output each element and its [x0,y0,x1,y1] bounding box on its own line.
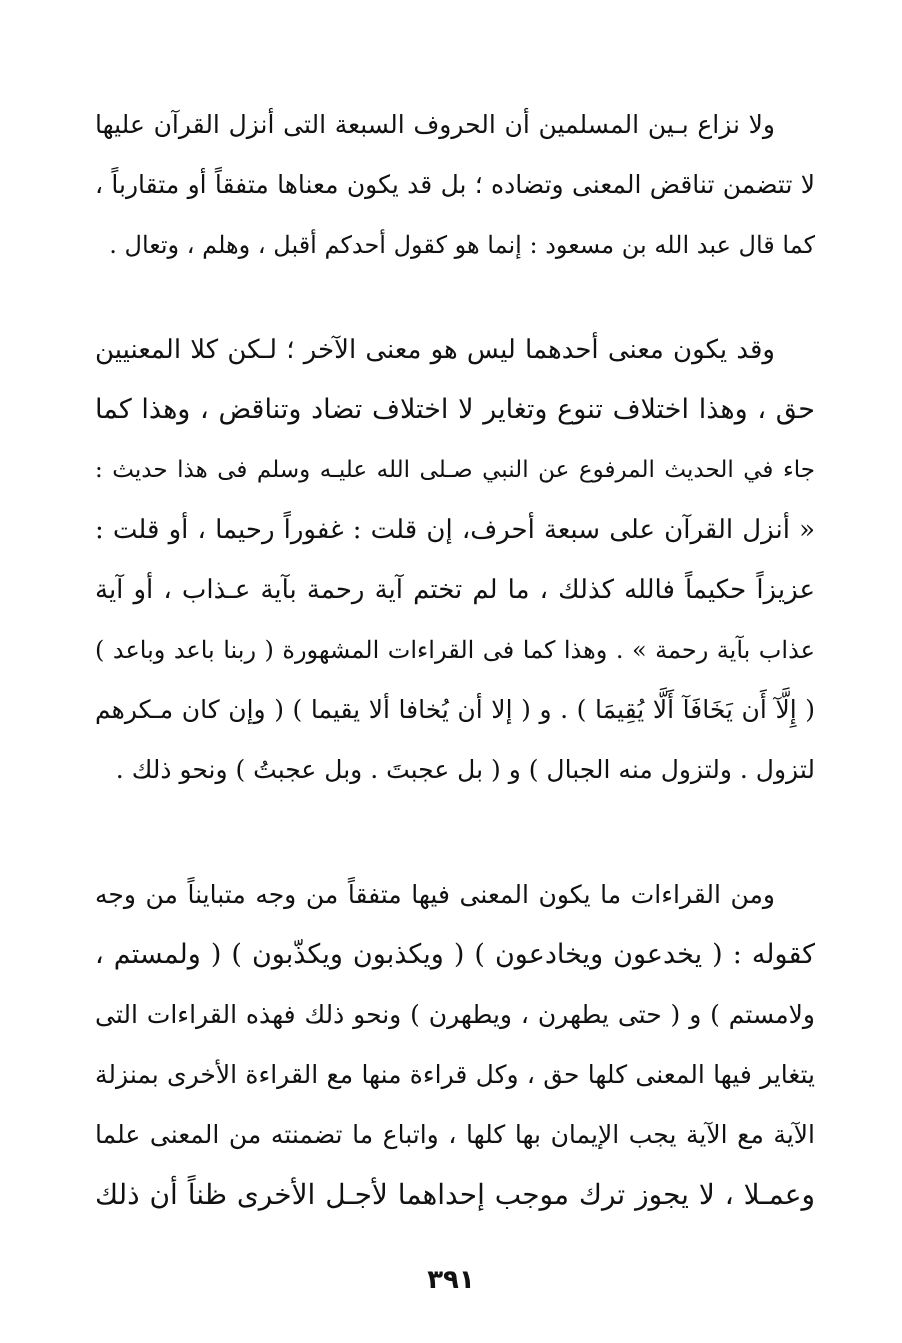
text-line: جاء في الحديث المرفوع عن النبي صـلى الله عليـه وسلم فى هذا حديث : [95,457,815,483]
text-line: ولامستم ) و ( حتى يطهرن ، ويطهرن ) ونحو ذلك فهذه القراءات التى [95,1000,815,1029]
paragraph-2 [95,320,815,800]
page-number: ٣٩١ [427,1265,475,1295]
text-line: وعمـلا ، لا يجوز ترك موجب إحداهما لأجـل الأخرى ظناً أن ذلك [95,1178,815,1211]
text-line: لتزول . ولتزول منه الجبال ) و ( بل عجبتَ . وبل عجبتُ ) ونحو ذلك . [115,755,815,784]
text-line: كما قال عبد الله بن مسعود : إنما هو كقول أحدكم أقبل ، وهلم ، وتعال . [109,231,815,259]
text-line: ومن القراءات ما يكون المعنى فيها متفقاً من وجه متبايناً من وجه [95,880,775,909]
text-line: عذاب بآية رحمة » . وهذا كما فى القراءات المشهورة ( ربنا باعد وباعد ) [95,636,815,664]
text-line: « أنزل القرآن على سبعة أحرف، إن قلت : غفوراً رحيما ، أو قلت : [95,515,815,545]
text-line: كقوله : ( يخدعون ويخادعون ) ( ويكذبون ويكذّبون ) ( ولمستم ، [95,939,815,970]
text-line: لا تتضمن تناقض المعنى وتضاده ؛ بل قد يكون معناها متفقاً أو متقارباً ، [95,170,815,199]
text-line: وقد يكون معنى أحدهما ليس هو معنى الآخر ؛ لـكن كلا المعنيين [95,335,775,365]
text-line: حق ، وهذا اختلاف تنوع وتغاير لا اختلاف تضاد وتناقض ، وهذا كما [95,394,815,425]
text-line: ولا نزاع بـين المسلمين أن الحروف السبعة التى أنزل القرآن عليها [95,110,775,139]
text-line: الآية مع الآية يجب الإيمان بها كلها ، واتباع ما تضمنته من المعنى علما [95,1120,815,1149]
text-line: عزيزاً حكيماً فالله كذلك ، ما لم تختم آية رحمة بآية عـذاب ، أو آية [95,575,815,605]
paragraph-3 [95,865,815,1225]
text-line: يتغاير فيها المعنى كلها حق ، وكل قراءة منها مع القراءة الأخرى بمنزلة [95,1060,815,1089]
text-line: ( إِلَّآ أَن يَخَافَآ أَلَّا يُقِيمَا ) . و ( إلا أن يُخافا ألا يقيما ) ( وإن كان مـكرهم [95,695,815,724]
paragraph-1 [95,95,815,275]
